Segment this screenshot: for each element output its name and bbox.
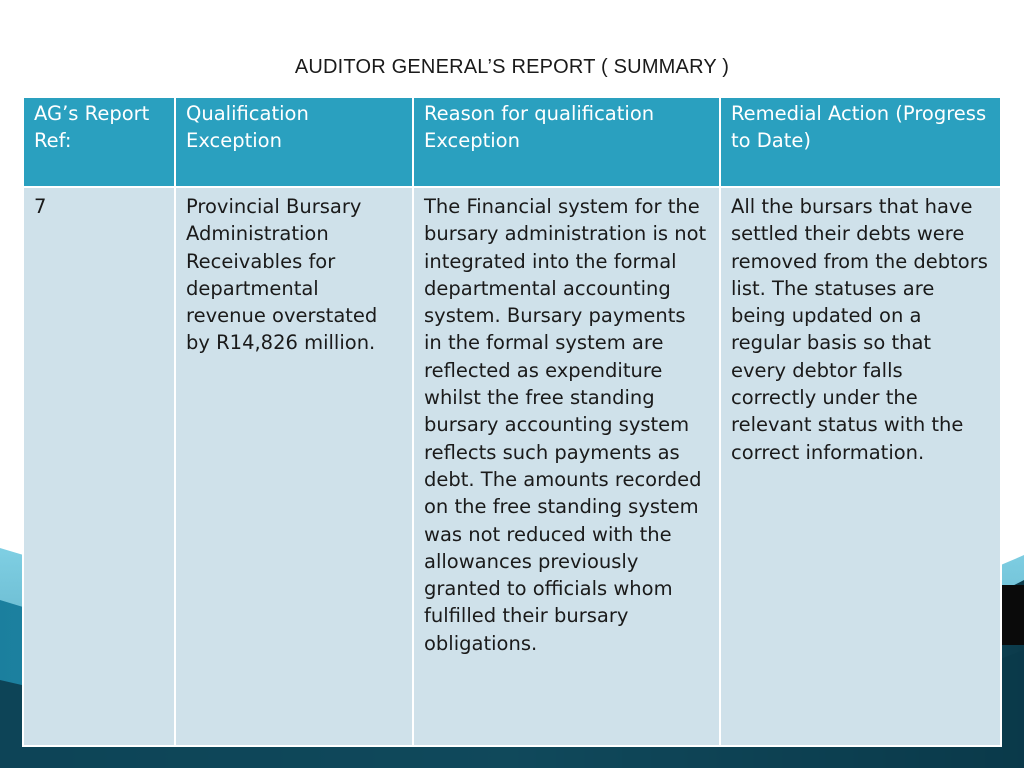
header-qualification-exception: Qualification Exception [175,97,413,187]
cell-ref: 7 [23,187,175,746]
cell-reason: The Financial system for the bursary administration is not integrated into the formal departmental accounting system. Bursary payments in the formal system are reflected as expenditure whilst the free standing bursary accounting system reflects such payments as debt. The amounts recorded on the free standing system was not reduced with the allowances previously granted to officials whom fulfilled their bursary obligations. [413,187,720,746]
header-ag-report-ref: AG’s Report Ref: [23,97,175,187]
auditor-report-table [22,96,1002,747]
right-dark-strip [1000,585,1024,645]
header-reason-for-qualification: Reason for qualification Exception [413,97,720,187]
cell-qualification: Provincial Bursary Administration Receivables for departmental revenue overstated by R14,826 million. [175,187,413,746]
table-header-row [23,97,1001,187]
table-row [23,187,1001,746]
header-remedial-action: Remedial Action (Progress to Date) [720,97,1001,187]
cell-remedial-action: All the bursars that have settled their debts were removed from the debtors list. The statuses are being updated on a regular basis so that every debtor falls correctly under the relevant status with the correct information. [720,187,1001,746]
slide-title: AUDITOR GENERAL’S REPORT ( SUMMARY ) [294,56,730,78]
